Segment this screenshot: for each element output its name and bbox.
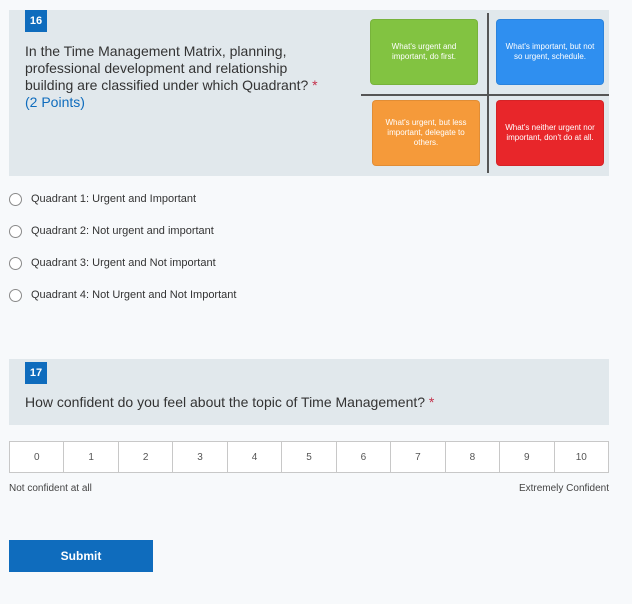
question-number: 16 xyxy=(25,10,47,32)
radio-button[interactable] xyxy=(9,257,22,270)
scale-min-label: Not confident at all xyxy=(9,483,92,494)
question-text xyxy=(25,394,585,411)
option-label: Quadrant 4: Not Urgent and Not Important xyxy=(31,289,237,301)
question-17-header xyxy=(9,359,609,425)
submit-button[interactable]: Submit xyxy=(9,540,153,572)
radio-button[interactable] xyxy=(9,193,22,206)
scale-option-10[interactable]: 10 xyxy=(575,451,587,463)
option-label: Quadrant 2: Not urgent and important xyxy=(31,225,214,237)
option-quadrant-2[interactable] xyxy=(9,223,214,239)
confidence-scale xyxy=(9,441,609,473)
scale-max-label: Extremely Confident xyxy=(518,483,609,494)
scale-option-9[interactable]: 9 xyxy=(500,442,554,472)
question-text xyxy=(25,43,325,111)
matrix-quadrant-3: What's urgent, but less important, delegate to others. xyxy=(372,100,480,166)
required-mark: * xyxy=(312,77,318,93)
option-quadrant-1[interactable] xyxy=(9,191,196,207)
option-label: Quadrant 3: Urgent and Not important xyxy=(31,257,216,269)
question-16-header xyxy=(9,10,609,176)
scale-option-0[interactable]: 0 xyxy=(10,442,64,472)
matrix-vertical-axis xyxy=(487,13,489,173)
question-prompt: In the Time Management Matrix, planning, professional development and relationship building are classified under which Quadrant? xyxy=(25,43,309,93)
scale-option-7[interactable]: 7 xyxy=(391,442,445,472)
option-quadrant-4[interactable] xyxy=(9,287,236,303)
scale-option-1[interactable]: 1 xyxy=(64,442,118,472)
radio-button[interactable] xyxy=(9,225,22,238)
scale-option-8[interactable]: 8 xyxy=(446,442,500,472)
option-quadrant-3[interactable] xyxy=(9,255,216,271)
scale-option-4[interactable]: 4 xyxy=(228,442,282,472)
matrix-quadrant-2: What's important, but not so urgent, schedule. xyxy=(496,19,604,85)
option-label: Quadrant 1: Urgent and Important xyxy=(31,193,197,205)
scale-option-2[interactable]: 2 xyxy=(119,442,173,472)
matrix-quadrant-1: What's urgent and important, do first. xyxy=(370,19,478,85)
matrix-horizontal-axis xyxy=(361,94,609,96)
required-mark: * xyxy=(428,394,435,410)
question-points: (2 Points) xyxy=(25,94,85,110)
question-number: 17 xyxy=(25,362,47,384)
time-management-matrix-image xyxy=(361,13,609,173)
scale-option-5[interactable]: 5 xyxy=(282,442,336,472)
question-prompt: How confident do you feel about the topic of Time Management? xyxy=(25,394,426,410)
radio-button[interactable] xyxy=(9,289,22,302)
matrix-quadrant-4: What's neither urgent nor important, don't do at all. xyxy=(496,100,604,166)
scale-option-6[interactable]: 6 xyxy=(337,442,391,472)
scale-option-3[interactable]: 3 xyxy=(173,442,227,472)
